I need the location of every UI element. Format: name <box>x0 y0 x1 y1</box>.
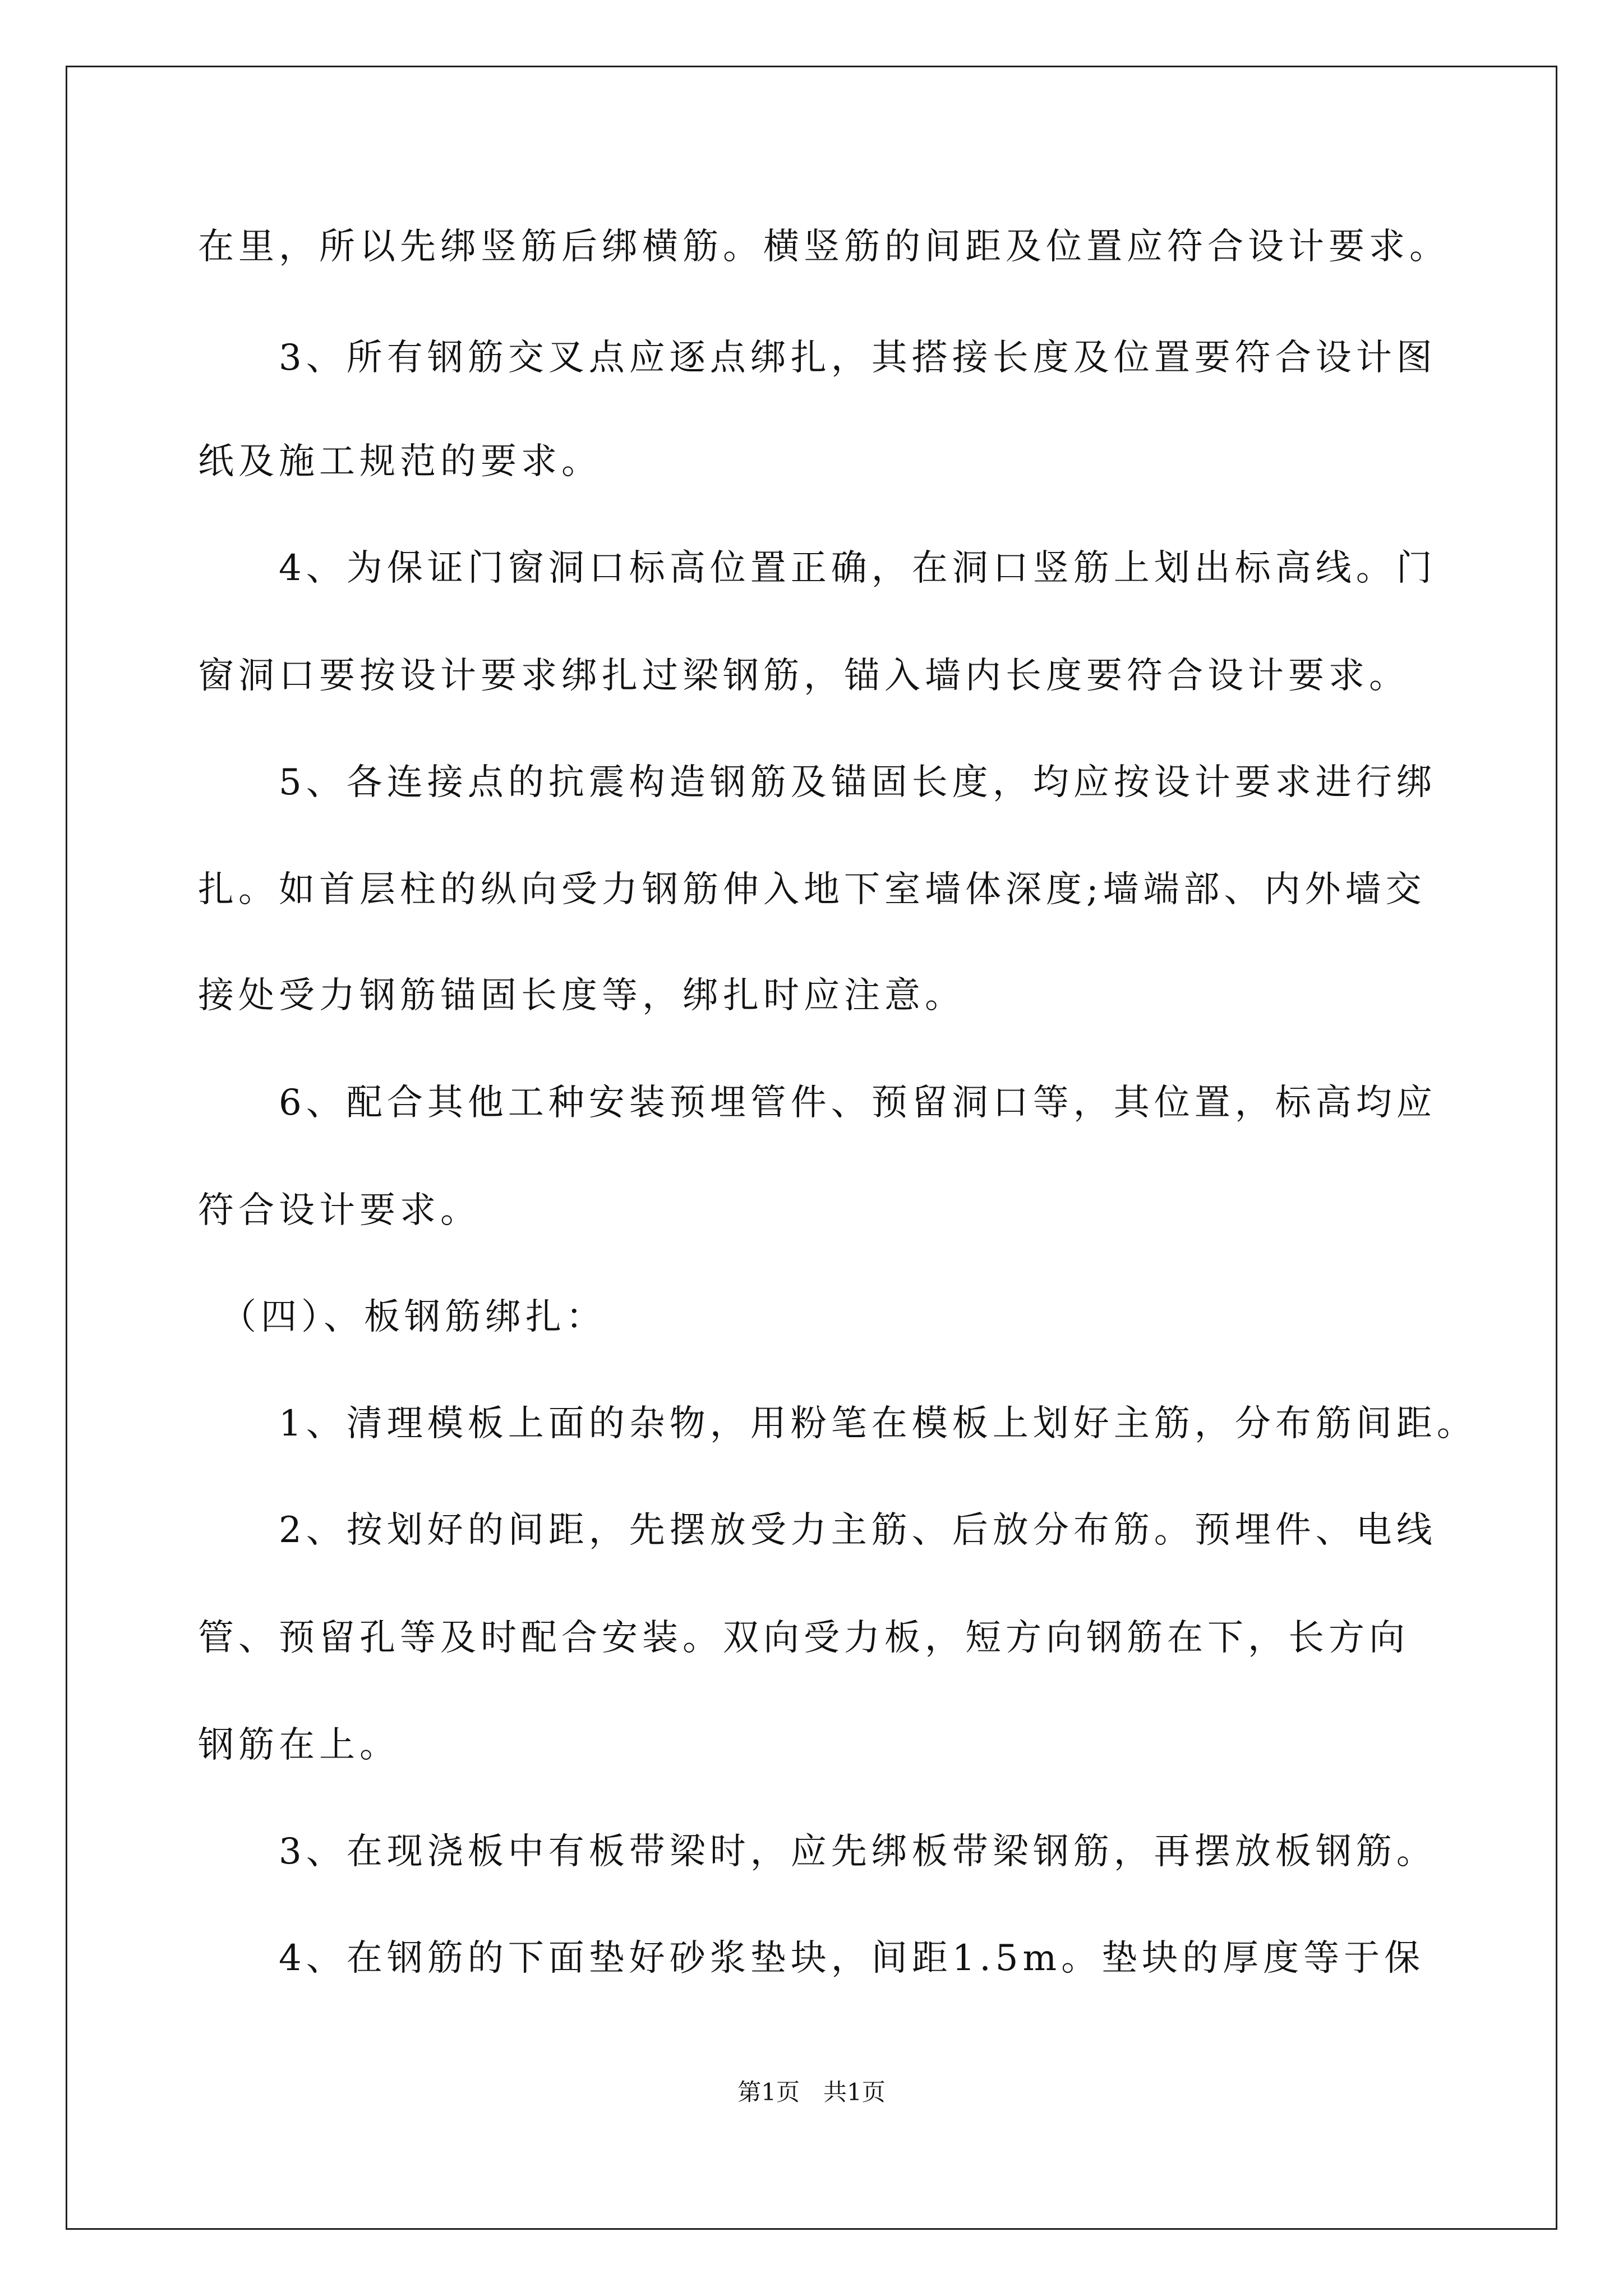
text-line: 6、配合其他工种安装预埋管件、预留洞口等，其位置，标高均应 <box>198 1082 1437 1124</box>
section-heading: （四）、板钢筋绑扎： <box>198 1296 606 1338</box>
text-line: 窗洞口要按设计要求绑扎过梁钢筋，锚入墙内长度要符合设计要求。 <box>198 655 1409 697</box>
text-line: 在里，所以先绑竖筋后绑横筋。横竖筋的间距及位置应符合设计要求。 <box>198 226 1450 268</box>
text-line: 3、在现浇板中有板带梁时，应先绑板带梁钢筋，再摆放板钢筋。 <box>198 1831 1437 1872</box>
text-line: 管、预留孔等及时配合安装。双向受力板，短方向钢筋在下，长方向 <box>198 1617 1409 1659</box>
text-line: 3、所有钢筋交叉点应逐点绑扎，其搭接长度及位置要符合设计图 <box>198 337 1437 379</box>
text-line: 钢筋在上。 <box>198 1724 400 1766</box>
text-line: 4、在钢筋的下面垫好砂浆垫块，间距1.5m。垫块的厚度等于保 <box>198 1938 1425 1979</box>
text-line: 纸及施工规范的要求。 <box>198 441 602 482</box>
page-border <box>66 66 1557 2230</box>
text-line: 4、为保证门窗洞口标高位置正确，在洞口竖筋上划出标高线。门 <box>198 547 1437 589</box>
text-line: 接处受力钢筋锚固长度等，绑扎时应注意。 <box>198 975 965 1016</box>
text-line: 符合设计要求。 <box>198 1190 481 1231</box>
text-line: 5、各连接点的抗震构造钢筋及锚固长度，均应按设计要求进行绑 <box>198 762 1437 803</box>
text-line: 2、按划好的间距，先摆放受力主筋、后放分布筋。预埋件、电线 <box>198 1510 1437 1551</box>
page-footer: 第1页 共1页 <box>737 2078 886 2106</box>
text-line: 1、清理模板上面的杂物，用粉笔在模板上划好主筋，分布筋间距。 <box>198 1403 1477 1444</box>
text-line: 扎。如首层柱的纵向受力钢筋伸入地下室墙体深度;墙端部、内外墙交 <box>198 869 1426 910</box>
